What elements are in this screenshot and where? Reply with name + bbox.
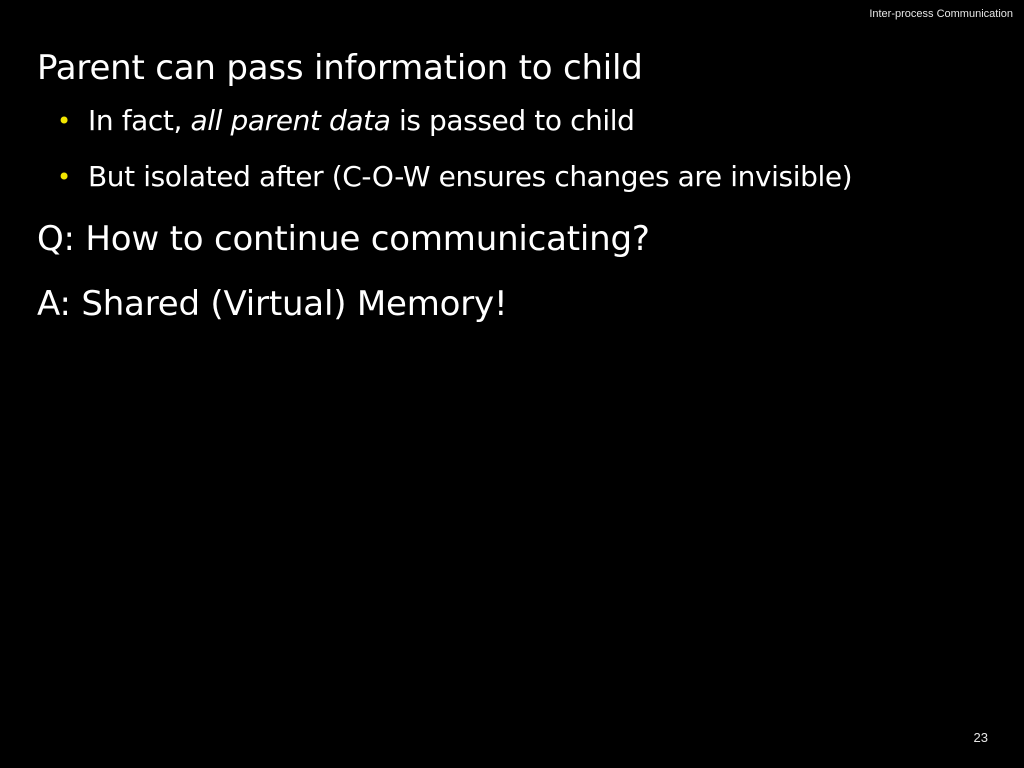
- bullet-point-parent-pass-info: Parent can pass information to child: [37, 48, 643, 88]
- bullet-point-question: Q: How to continue communicating?: [37, 219, 650, 259]
- page-number: 23: [973, 730, 988, 745]
- slide-section-title: Inter-process Communication: [869, 8, 1013, 20]
- sub-bullet-emphasis: all parent data: [190, 104, 391, 137]
- bullet-point-answer: A: Shared (Virtual) Memory!: [37, 284, 508, 324]
- slide-body: [37, 45, 1007, 327]
- bullet-dot-icon: •: [57, 107, 71, 135]
- sub-bullet-suffix: is passed to child: [390, 104, 635, 137]
- sub-bullet-isolated-after: [37, 157, 1007, 197]
- sub-bullet-prefix: In fact,: [88, 104, 191, 137]
- bullet-dot-icon: •: [57, 163, 71, 191]
- sub-bullet-text: But isolated after (C-O-W ensures changes are invisible): [88, 160, 853, 193]
- sub-bullet-all-parent-data: [37, 101, 1007, 141]
